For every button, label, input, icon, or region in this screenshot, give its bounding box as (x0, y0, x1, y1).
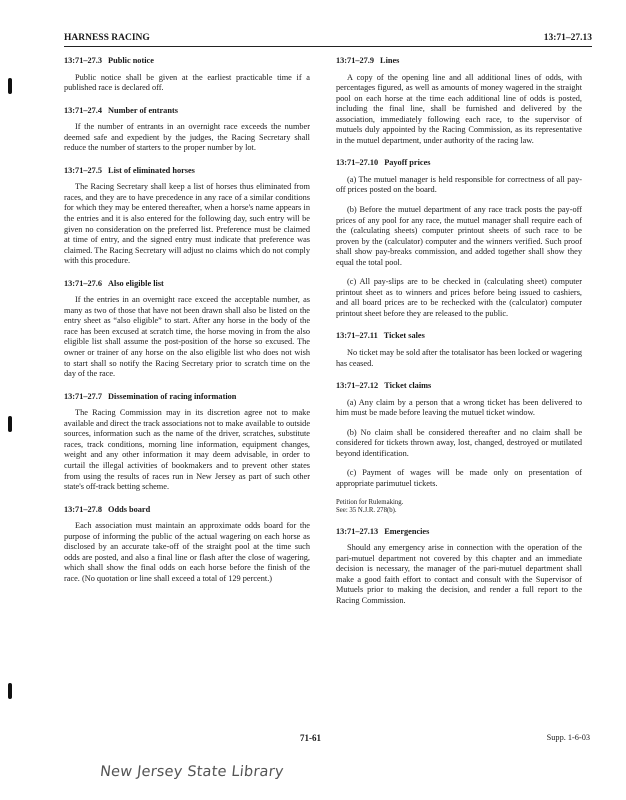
section-heading (64, 505, 310, 516)
section-number: 13:71–27.5 (64, 165, 103, 175)
section (64, 505, 310, 585)
section-title: Odds board (108, 504, 151, 514)
section-number: 13:71–27.4 (64, 105, 103, 115)
section-heading (336, 331, 582, 342)
section-paragraph: (a) The mutuel manager is held responsible for correctness of all pay-off prices posted on the board. (336, 174, 582, 195)
section-paragraph: (c) Payment of wages will be made only on presentation of appropriate parimutuel tickets. (336, 468, 582, 488)
section (64, 166, 310, 267)
section-heading (336, 381, 582, 392)
section-paragraph: If the entries in an overnight race exceed the acceptable number, as many as two of those that have not been drawn shall also be listed on the entry sheet as “also eligible” to start. After any horse in the body of the race has been excused at scratch time, the horse moving in from the also eligible list shall assume the post-position of the horse so excused. The owner or trainer of any horse on the also eligible list who does not wish to start shall so notify the Racing Secretary prior to scratch time on the day of the race. (64, 295, 310, 379)
section-paragraph: (c) All pay-slips are to be checked in (calculating sheet) computer printout sheet as to winners and prices before being issued to cashiers, and all board prices are to be rechecked with the (calculator) computer printout sheet before they are released to the public. (336, 277, 582, 318)
section (336, 381, 582, 514)
section-number: 13:71–27.12 (336, 381, 379, 391)
section-heading (64, 166, 310, 177)
section-paragraph: (b) Before the mutuel department of any race track posts the pay-off prices of any pool for any race, the mutuel manager shall require each of the (calculating sheets) computer printout sheets of such race to be proven by the (calculator) computer and the winners verified. Such proof shall show pay-breaks commission, and added together shall show they equal the total pool. (336, 205, 582, 267)
section-paragraph: Should any emergency arise in connection with the operation of the pari-mutuel department not covered by this chapter and an immediate decision is necessary, the manager of the pari-mutuel department shall make a good faith effort to contact and consult with the Supervisor of Mutuels prior to making the decision, and render a full report to the Racing Commission. (336, 543, 582, 605)
section-heading (336, 56, 582, 67)
section (336, 158, 582, 319)
section-title: Dissemination of racing information (108, 391, 237, 401)
section-paragraph: Each association must maintain an approximate odds board for the purpose of informing the public of the actual wagering on each horse as disclosed by an accurate take-off of the straight pool at the time such odds are posted, and also a final line or flash after the close of wagering, which shall show the final odds on each horse before the finish of the race. (No quotation or line shall exceed a total of 129 percent.) (64, 521, 310, 583)
section-title: Payoff prices (384, 158, 431, 168)
section-number: 13:71–27.13 (336, 526, 379, 536)
source-note (336, 499, 582, 515)
section-heading (64, 279, 310, 290)
section-number: 13:71–27.6 (64, 278, 103, 288)
section-title: Number of entrants (108, 105, 178, 115)
section-number: 13:71–27.11 (336, 331, 378, 341)
section (336, 527, 582, 607)
running-head-title: HARNESS RACING (64, 33, 150, 43)
section-paragraph: If the number of entrants in an overnight race exceeds the number deemed safe and expedient by the judges, the Racing Secretary shall reduce the number of starters to the proper number by lot. (64, 122, 310, 153)
section-title: Ticket claims (384, 381, 432, 391)
section-heading (336, 158, 582, 169)
section-heading (64, 56, 310, 67)
source-note-line: Petition for Rulemaking. (336, 498, 404, 506)
section-number: 13:71–27.8 (64, 504, 103, 514)
section-number: 13:71–27.7 (64, 391, 103, 401)
section-paragraph: A copy of the opening line and all additional lines of odds, with percentages figured, as well as amounts of money wagered in the straight pool on each horse at the time each additional line of odds is posted, including the final line, shall be furnished and delivered by the association, immediately following each race, to the supervisor of mutuels duly appointed by the Racing Commission, as its representative in the mutuel department, under authority of the racing law. (336, 72, 582, 145)
section-number: 13:71–27.10 (336, 158, 379, 168)
section-paragraph: Public notice shall be given at the earliest practicable time if a published race is declared off. (64, 72, 310, 93)
section-title: Public notice (108, 56, 154, 65)
header-rule (64, 46, 592, 47)
section (64, 56, 310, 94)
section-title: List of eliminated horses (108, 165, 195, 175)
page-number: 71-61 (300, 733, 321, 743)
section-title: Ticket sales (383, 331, 425, 341)
section (64, 392, 310, 493)
section-number: 13:71–27.3 (64, 56, 103, 65)
section-title: Also eligible list (108, 278, 164, 288)
section-number: 13:71–27.9 (336, 56, 375, 65)
section (64, 279, 310, 380)
section (64, 106, 310, 154)
section-heading (336, 527, 582, 538)
section-heading (64, 106, 310, 117)
section (336, 331, 582, 369)
left-column (64, 56, 310, 596)
margin-bar-mark (8, 78, 12, 94)
running-head-section: 13:71–27.13 (543, 33, 592, 43)
supplement-date: Supp. 1-6-03 (546, 733, 590, 742)
library-stamp: New Jersey State Library (99, 764, 285, 780)
section-paragraph: The Racing Secretary shall keep a list of horses thus eliminated from races, and they are to have precedence in any race of a similar conditions for which they may be entered thereafter, when a horse's name appears in the entries and it is also entered for the following day, such entry will be given no consideration on the preferred list. Preference must be claimed at time of entry, and the signed entry must indicate that preference was claimed. The Racing Secretary will adjust no claims which do not comply with this procedure. (64, 182, 310, 266)
source-note-line: See: 35 N.J.R. 278(b). (336, 506, 397, 514)
margin-bar-mark (8, 416, 12, 432)
section-title: Lines (380, 56, 400, 65)
section-title: Emergencies (384, 526, 430, 536)
section-heading (64, 392, 310, 403)
right-column (336, 56, 582, 618)
section-paragraph: No ticket may be sold after the totalisator has been locked or wagering has ceased. (336, 348, 582, 368)
section-paragraph: The Racing Commission may in its discretion agree not to make available and direct the track associations not to make available to outside sources, information such as the name of the driver, scratches, substitute races, track conditions, morning line information, equipment changes, weight and any other information it may deem advisable, in order to curtail the illegal activities of bookmakers and to prevent other states from using the results of races run in New Jersey as part of such other state's off-track betting scheme. (64, 408, 310, 492)
section (336, 56, 582, 146)
margin-bar-mark (8, 683, 12, 699)
section-paragraph: (a) Any claim by a person that a wrong ticket has been delivered to him must be made before leaving the mutuel ticket window. (336, 397, 582, 418)
section-paragraph: (b) No claim shall be considered thereafter and no claim shall be considered for tickets thrown away, lost, changed, destroyed or mutilated beyond identification. (336, 427, 582, 458)
